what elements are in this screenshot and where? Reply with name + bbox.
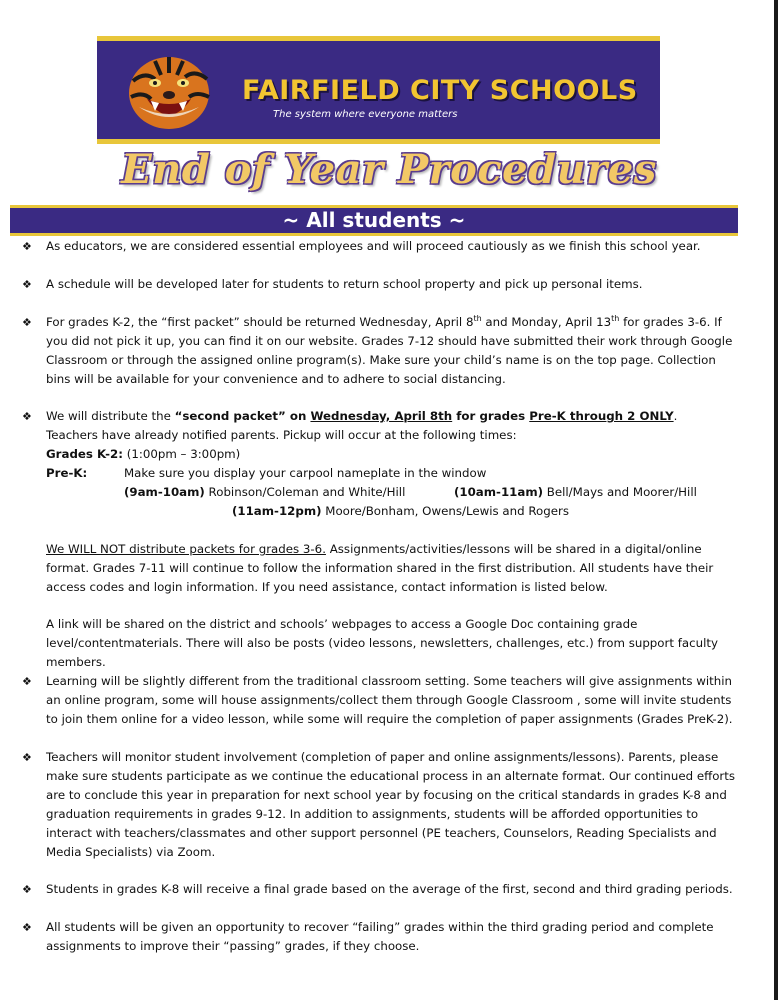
slot-time: (9am-10am) [124,485,205,499]
text-run: We will distribute the [46,409,175,423]
slot-names: Bell/Mays and Moorer/Hill [543,485,697,499]
section-bar [10,205,738,236]
bullet-text: As educators, we are considered essential employees and will proceed cautiously as we finish this school year. [46,239,701,253]
bullet-text: All students will be given an opportunity to recover “failing” grades within the third grading period and complete assignments to improve their “passing” grades, if they choose. [46,920,714,953]
bullet-text: Students in grades K-8 will receive a final grade based on the average of the first, second and third grading periods. [46,882,733,896]
bullet-icon: ❖ [22,921,32,934]
no-distribution-paragraph [46,540,736,597]
bullet-text: Teachers will monitor student involvement (completion of paper and online assignments/lessons). Parents, please make sure students participate as we continue the educational process in an alternate format. Our continued efforts are to conclude this year in preparation for next school year by focusing on the critical standards in grades K-8 and graduation requirements in grades 9-12. In addition to assignments, students will be afforded opportunities to interact with teachers/classmates and other support personnel (PE teachers, Counselors, Reading Specialists and Media Specialists) via Zoom. [46,750,736,859]
text-run: for grades [452,409,530,423]
superscript: th [473,314,482,324]
school-name: FAIRFIELD CITY SCHOOLS [242,75,638,106]
pickup-slot [454,483,697,502]
slot-names: Moore/Bonham, Owens/Lewis and Rogers [321,504,569,518]
text-run: For grades K-2, the “first packet” should be returned Wednesday, April 8 [46,315,474,329]
bullet-text: Learning will be slightly different from the traditional classroom setting. Some teachers will give assignments within an online program, some will house assignments/collect them through Google Classroom , some will invite students to join them online for a video lesson, while some will require the completion of paper assignments (Grades PreK-2). [46,674,733,726]
text-run: Assignments/activities/lessons will be shared in a digital/online format. Grades 7-11 will continue to follow the information shared in the first distribution. All students have their access codes and login information. If you need assistance, contact information is listed below. [46,542,714,594]
bullet-icon: ❖ [22,278,32,291]
bullet-icon: ❖ [22,316,32,329]
link-paragraph: A link will be shared on the district and schools’ webpages to access a Google Doc containing grade level/contentmaterials. There will also be posts (video lessons, newsletters, challenges, etc.) from support faculty members. [46,617,718,669]
bullet-text: A schedule will be developed later for students to return school property and pick up personal items. [46,277,643,291]
prek-note: Make sure you display your carpool nameplate in the window [124,466,487,480]
bullet-icon: ❖ [22,410,32,423]
pickup-slot [124,483,405,502]
bullet-icon: ❖ [22,240,32,253]
section-title: ~ All students ~ [282,208,466,232]
k2-time: (1:00pm – 3:00pm) [122,447,241,461]
bullet-icon: ❖ [22,675,32,688]
bullet-icon: ❖ [22,751,32,764]
text-run: and Monday, April 13 [481,315,612,329]
prek-label: Pre-K: [46,466,88,480]
slot-time: (11am-12pm) [232,504,322,518]
bullet-icon: ❖ [22,883,32,896]
no-distribution-notice: We WILL NOT distribute packets for grades 3-6. [46,542,326,556]
tiger-mascot-icon [125,51,213,131]
superscript: th [611,314,620,324]
distribution-line [46,407,677,426]
school-banner [97,36,660,144]
school-tagline: The system where everyone matters [273,109,458,120]
text-run: . [673,409,678,423]
second-packet-label: “second packet” [174,409,286,423]
bullet-text [46,313,736,389]
k2-schedule [46,445,240,464]
notified-line: Teachers have already notified parents. Pickup will occur at the following times: [46,428,517,442]
distribution-date: Wednesday, April 8th [310,409,453,423]
slot-names: Robinson/Coleman and White/Hill [204,485,406,499]
pickup-slot [232,502,569,521]
k2-label: Grades K-2: [46,447,123,461]
distribution-grades: Pre-K through 2 ONLY [529,409,674,423]
text-run: on [285,409,311,423]
page-title: End of Year Procedures [121,146,657,193]
slot-time: (10am-11am) [454,485,544,499]
text-run: for grades 3-6. If you did not pick it up, you can find it on our website. Grades 7-12 should have submitted their work through Google Classroom or through the assigned online program(s). Make sure your child’s name is on the top page. Collection bins will be available for your convenience and to adhere to social distancing. [46,315,733,386]
